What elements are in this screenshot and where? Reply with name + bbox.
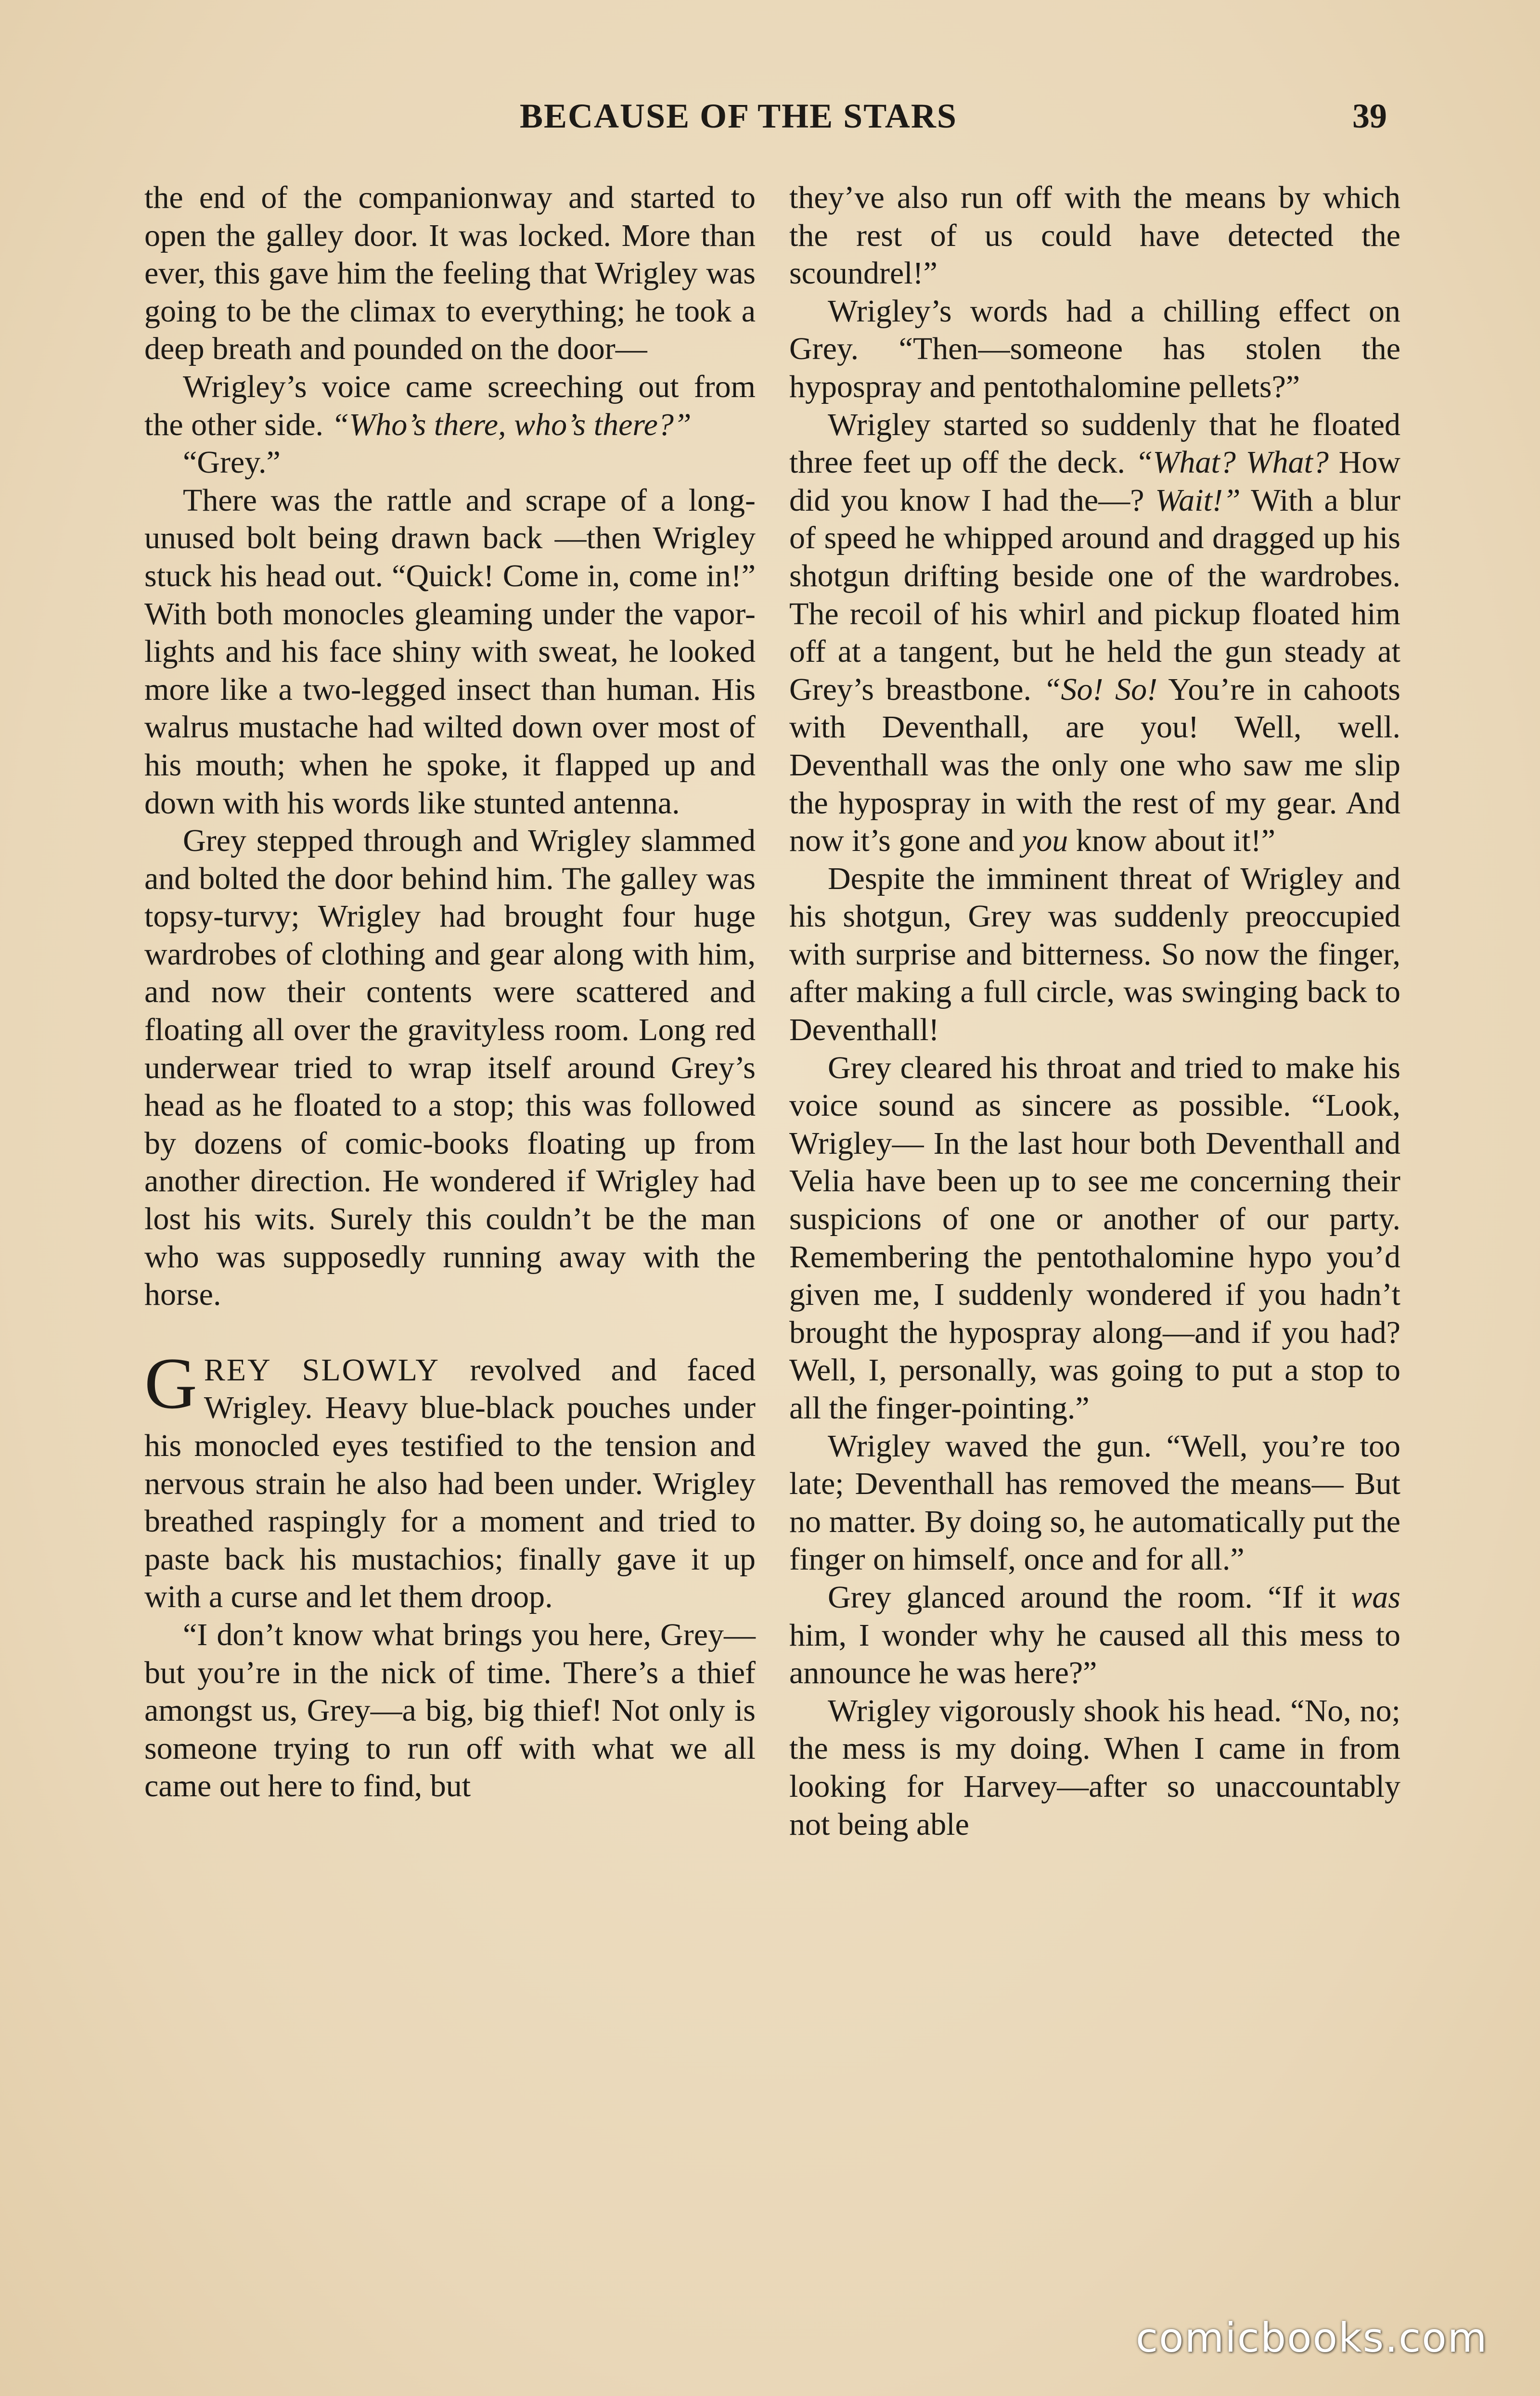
paragraph: Wrigley’s words had a chilling effect on Grey. “Then—someone has stolen the hypospray and pentothalomine pellets?” [789, 293, 1400, 404]
paragraph: There was the rattle and scrape of a long-unused bolt being drawn back —then Wrigley stuck his head out. “Quick! Come in, come in!” With both monocles gleaming under the vapor-lights and his face shiny with sweat, he looked more like a two-legged insect than human. His walrus mustache had wilted down over most of his mouth; when he spoke, it flapped up and down with his words like stunted antenna. [144, 482, 756, 821]
paragraph: Grey stepped through and Wrigley slammed and bolted the door behind him. The galley was topsy-turvy; Wrigley had brought four huge wardrobes of clothing and gear along with him, and now their contents were scattered and floating all over the gravityless room. Long red underwear tried to wrap itself around Grey’s head as he floated to a stop; this was followed by dozens of comic-books floating up from another direction. He wondered if Wrigley had lost his wits. Surely this couldn’t be the man who was supposedly running away with the horse. [144, 823, 756, 1313]
paragraph [789, 1579, 1400, 1692]
text-run: With a blur of speed he whipped around and dragged up his shotgun drifting beside one of the wardrobes. The recoil of his whirl and pickup floated him off at a tangent, but he held the gun steady at Grey’s breastbone. [789, 482, 1400, 707]
paragraph: “Grey.” [183, 445, 281, 480]
italic-dialogue: “What? What? [1135, 445, 1329, 480]
drop-cap: G [144, 1342, 197, 1424]
text-run: Wrigley started so suddenly that he floated three feet up off the deck. [789, 407, 1400, 480]
section-opening-paragraph [144, 1342, 756, 1616]
watermark: comicbooks.com [1136, 2314, 1488, 2361]
paragraph: Wrigley waved the gun. “Well, you’re too late; Deventhall has removed the means— But no matter. By doing so, he automatically put the finger on himself, once and for all.” [789, 1428, 1400, 1577]
paragraph: Grey cleared his throat and tried to make his voice sound as sincere as possible. “Look, Wrigley— In the last hour both Deventhall and Velia have been up to see me concerning their suspicions of one or another of our party. Remembering the pentothalomine hypo you’d given me, I suddenly wondered if you hadn’t brought the hypospray along—and if you had? Well, I, personally, was going to put a stop to all the finger-pointing.” [789, 1050, 1400, 1426]
paragraph [789, 406, 1400, 860]
running-head [0, 96, 1540, 140]
italic-emphasis: you [1022, 823, 1068, 859]
paragraph: the end of the companionway and started to open the galley door. It was locked. More than ever, this gave him the feeling that Wrigley was going to be the climax to everything; he took a deep breath and pounded on the door— [144, 180, 756, 367]
text-run: Grey glanced around the room. “If it [828, 1579, 1351, 1615]
text-run: know about it!” [1068, 823, 1275, 859]
text-run: You’re in cahoots with Deventhall, are you! Well, well. Deventhall was the only one who saw me slip the hypospray in with the rest of my gear. And now it’s gone and [789, 671, 1400, 859]
italic-dialogue: “So! So! [1043, 671, 1158, 707]
text-run: revolved and faced Wrigley. Heavy blue-black pouches under his monocled eyes testified to the tension and nervous strain he also had been under. Wrigley breathed raspingly for a moment and tried to paste back his mustachios; finally gave it up with a curse and let them droop. [144, 1352, 756, 1615]
running-title: BECAUSE OF THE STARS [520, 97, 957, 135]
paragraph: Despite the imminent threat of Wrigley and his shotgun, Grey was suddenly preoccupied with surprise and bitterness. So now the finger, after making a full circle, was swinging back to Deventhall! [789, 861, 1400, 1048]
paragraph: Wrigley vigorously shook his head. “No, no; the mess is my doing. When I came in from looking for Harvey—after so unaccountably not being able [789, 1693, 1400, 1842]
paragraph: they’ve also run off with the means by which the rest of us could have detected the scoundrel!” [789, 180, 1400, 291]
paragraph [144, 368, 756, 444]
right-column [789, 179, 1400, 1843]
text-run: him, I wonder why he caused all this mess to announce he was here?” [789, 1617, 1400, 1691]
page-number: 39 [1352, 97, 1387, 135]
text-run: Wrigley’s voice came screeching out from the other side. [144, 369, 756, 442]
paragraph: “I don’t know what brings you here, Grey—but you’re in the nick of time. There’s a thief amongst us, Grey—a big, big thief! Not only is someone trying to run off with what we all came out here to find, but [144, 1617, 756, 1804]
italic-emphasis: was [1351, 1579, 1400, 1615]
left-column [144, 179, 756, 1805]
small-caps-lead: REY SLOWLY [204, 1352, 440, 1388]
italic-dialogue: “Who’s there, who’s there?” [331, 407, 692, 442]
text-run: How did you know I had the—? [789, 445, 1401, 518]
italic-dialogue: Wait!” [1155, 482, 1241, 518]
